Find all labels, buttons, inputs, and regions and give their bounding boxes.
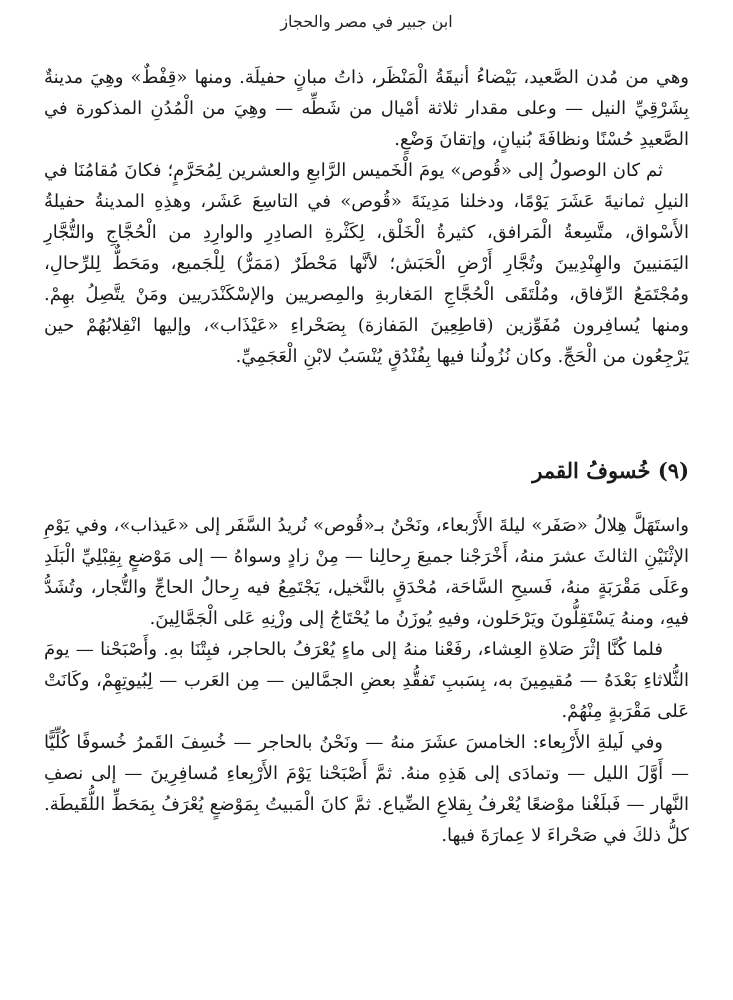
top-text-block — [44, 62, 689, 372]
paragraph-hajir: فلما كُنَّا إثْرَ صَلاةِ العِشاء، رفَعْنا منهُ إلى ماءٍ يُعْرَفُ بالحاجر، فبِتْنَا بهِ. وأَصْبَحْنا — يومَ الثُّلاثاءِ بَعْدَهُ — مُقيمِينَ به، بِسَببِ تَفقُّدِ بعضِ الجمَّالين — مِن العَرب — لِبُيوتِهِمْ، وكَانَتْ عَلى مَقْرَبةٍ مِنْهُمْ. — [44, 639, 689, 722]
paragraph-safar: واستَهَلَّ هِلالُ «صَفَر» ليلةَ الأَرْبعاء، ونَحْنُ بـ«قُوص» نُريدُ السَّفَر إلى «عَيذاب»، وفي يَوْمِ الإثْنَيْنِ الثالثَ عشرَ منهُ، أَخْرَجْنا جميعَ رِحالِنا — مِنْ زادٍ وسواهُ — إلى مَوْضعٍ بِقِبْلِيِّ الْبَلَدِ وعَلَى مَقْرَبَةٍ منهُ، فَسيحِ السَّاحَة، مُحْدَقٍ بالنَّخيل، يَجْتَمِعُ فيه رِحالُ الحاجِّ والتُّجار، وتُشَدُّ فيهِ، ومنهُ يَسْتَقِلُّونَ ويَرْحَلون، وفيهِ يُوزَنُ ما يُحْتَاجُ إلى وزْنِهِ عَلى الْجَمَّالِينَ. — [44, 515, 689, 629]
section-title: (٩) خُسوفُ القمر — [532, 458, 689, 483]
running-title: ابن جبير في مصر والحجاز — [280, 12, 453, 31]
paragraph-qift: وهي من مُدن الصَّعيد، بَيْضاءُ أنيقَةُ الْمَنْظَر، ذاتُ مبانٍ حفيلَة. ومنها «قِفْطٌ» وهِيَ مدينةٌ بِشَرْقِيِّ النيل — وعلى مقدار ثلاثة أمْيال من شَطِّه — وهِيَ من الْمُدُنِ المذكورة في الصَّعيدِ حُسْنًا ونظافَةَ بُنيانٍ، وإتقانَ وَضْعٍ. — [44, 67, 689, 150]
paragraph-qus: ثم كان الوصولُ إلى «قُوص» يومَ الْخَميس الرَّابعِ والعشرين لِمُحَرَّمٍ؛ فكانَ مُقامُنَا في النيلِ ثمانيةَ عَشَرَ يَوْمًا، ودخلنا مَدِينَةَ «قُوص» في التاسِعَ عَشَر، وهذِهِ المدينةُ حفيلةُ الأَسْواق، متَّسِعةُ الْمَرافق، كثيرةُ الْخَلْق، لِكَثْرةِ الصادِرِ والوارِدِ من الْحُجَّاجِ والتُّجَّارِ اليَمَنيينَ والهِنْدِيينَ وتُجَّارِ أَرْضِ الْحَبَش؛ لأنَّها مَحْطَرٌ (مَمَرٌّ) لِلْجَميع، ومَحَطٌّ لِلرِّحالِ، ومُجْتَمَعُ الرِّفاق، ومُلْتَقَى الْحُجَّاجِ المَغاربةِ والمِصريين والإسْكَنْدَريين ومَنْ يتَّصِلُ بهِمْ. ومنها يُسافِرون مُفَوِّزين (قاطِعِينَ المَفازة) بِصَحْراءِ «عَيْذَاب»، وإليها انْقِلابُهُمْ حين يَرْجِعُون من الْحَجِّ. وكان نُزُولُنا فيها بِفُنْدُقٍ يُنْسَبُ لابْنِ الْعَجَمِيِّ. — [44, 160, 689, 367]
paragraph-eclipse: وفي لَيلةِ الأَرْبِعاء: الخامسَ عشَرَ منهُ — ونَحْنُ بالحاجر — خُسِفَ القَمرُ خُسوفًا كُلِّيًّا — أَوَّلَ الليل — وتمادَى إلى هَذِهِ منهُ. ثمَّ أَصْبَحْنا يَوْمَ الأَرْبِعاءِ مُسافِرِينَ — إلى نصفِ النَّهار — فَبلَغْنا موْضعًا يُعْرفُ بِقلاعِ الضِّياع. ثمَّ كانَ الْمَبيتُ بِمَوْضعٍ يُعْرَفُ بِمَحَطِّ اللُّقَيطَة. كلُّ ذلكَ في صَحْراءَ لا عِمارَةَ فيها. — [44, 732, 689, 846]
bottom-text-block — [44, 510, 689, 851]
